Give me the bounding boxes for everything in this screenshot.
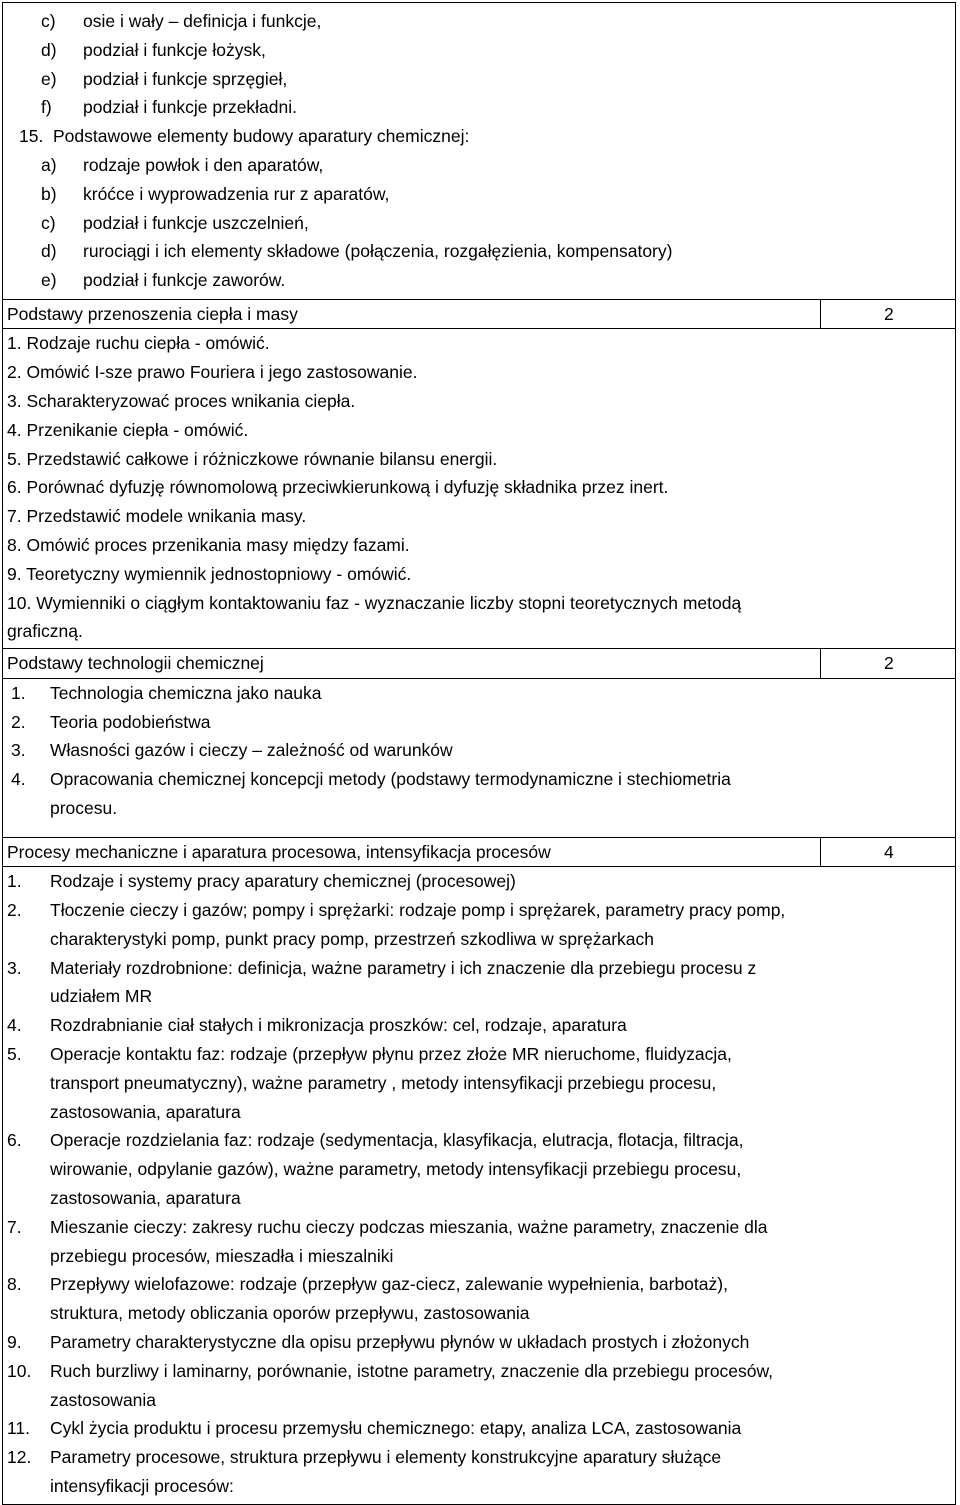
section-header-chem-tech	[2, 648, 956, 678]
list-item: 10. Wymienniki o ciągłym kontaktowaniu faz - wyznaczanie liczby stopni teoretycznych metodą	[7, 592, 742, 613]
list-item-continuation: graficzną.	[7, 621, 83, 642]
section-title: Procesy mechaniczne i aparatura procesowa, intensyfikacja procesów	[7, 841, 551, 862]
list-item: 6. Operacje rozdzielania faz: rodzaje (sedymentacja, klasyfikacja, elutracja, flotacja, filtracja, wirowanie, odpylanie gazów), ważne parametry, metody intensyfikacji przebiegu procesu, zastosowania, aparatura	[7, 1130, 744, 1208]
list-item: 4. Opracowania chemicznej koncepcji metody (podstawy termodynamiczne i stechiometria procesu.	[11, 769, 731, 818]
list-item: 2. Tłoczenie cieczy i gazów; pompy i sprężarki: rodzaje pomp i sprężarek, parametry pracy pomp, charakterystyki pomp, punkt pracy pomp, przestrzeń szkodliwa w sprężarkach	[7, 900, 786, 949]
list-item: 6. Porównać dyfuzję równomolową przeciwkierunkową i dyfuzję składnika przez inert.	[7, 477, 669, 498]
list-item: 3. Scharakteryzować proces wnikania ciepła.	[7, 391, 356, 412]
list-item: 7. Mieszanie cieczy: zakresy ruchu cieczy podczas mieszania, ważne parametry, znaczenie dla przebiegu procesów, mieszadła i mieszalniki	[7, 1216, 768, 1266]
section-title: Podstawy przenoszenia ciepła i masy	[7, 303, 298, 324]
section-title: Podstawy technologii chemicznej	[7, 653, 264, 674]
list-item: 2. Teoria podobieństwa	[11, 711, 211, 732]
list-item: 2. Omówić I-sze prawo Fouriera i jego zastosowanie.	[7, 362, 418, 383]
section-chem-tech-questions	[2, 678, 956, 837]
list-item: 5. Operacje kontaktu faz: rodzaje (przepływ płynu przez złoże MR nieruchome, fluidyzacja, transport pneumatyczny), ważne parametry , metody intensyfikacji przebiegu procesu, zastosowania, aparatura	[7, 1044, 732, 1122]
list-item: 12. Parametry procesowe, struktura przepływu i elementy konstrukcyjne aparatury służące intensyfikacji procesów:	[7, 1447, 722, 1496]
list-item: d) rurociągi i ich elementy składowe (połączenia, rozgałęzienia, kompensatory)	[41, 241, 673, 262]
list-item: a) rodzaje powłok i den aparatów,	[41, 154, 324, 175]
list-item: b) króćce i wyprowadzenia rur z aparatów,	[41, 183, 390, 204]
list-item: 8. Przepływy wielofazowe: rodzaje (przepływ gaz-ciecz, zalewanie wypełnienia, barbotaż), struktura, metody obliczania oporów przepływu, zastosowania	[7, 1274, 728, 1324]
section-hours: 2	[820, 649, 955, 678]
list-item: 9. Parametry charakterystyczne dla opisu przepływu płynów w układach prostych i złożonych	[7, 1331, 750, 1352]
list-item: 1. Rodzaje ruchu ciepła - omówić.	[7, 333, 270, 354]
list-item: 1. Rodzaje i systemy pracy aparatury chemicznej (procesowej)	[7, 871, 516, 892]
list-item: 11. Cykl życia produktu i procesu przemysłu chemicznego: etapy, analiza LCA, zastosowania	[7, 1418, 742, 1439]
list-item: 3. Materiały rozdrobnione: definicja, ważne parametry i ich znaczenie dla przebiegu procesu z udziałem MR	[7, 957, 757, 1007]
section-header-heat-mass	[2, 299, 956, 329]
list-item: 9. Teoretyczny wymiennik jednostopniowy - omówić.	[7, 563, 412, 584]
list-item: 10. Ruch burzliwy i laminarny, porównanie, istotne parametry, znaczenie dla przebiegu procesów, zastosowania	[7, 1360, 774, 1410]
question-15: 15. Podstawowe elementy budowy aparatury chemicznej:	[19, 126, 470, 147]
section-mechanical-elements	[2, 2, 956, 299]
list-item: 8. Omówić proces przenikania masy między fazami.	[7, 535, 410, 556]
list-item: 4. Rozdrabnianie ciał stałych i mikronizacja proszków: cel, rodzaje, aparatura	[7, 1015, 627, 1036]
list-item: d) podział i funkcje łożysk,	[41, 39, 266, 60]
section-heat-mass-questions	[2, 328, 956, 648]
section-hours: 2	[820, 300, 955, 329]
list-item: e) podział i funkcje sprzęgieł,	[41, 68, 288, 89]
list-item: 4. Przenikanie ciepła - omówić.	[7, 419, 249, 440]
list-item: 1. Technologia chemiczna jako nauka	[11, 682, 322, 703]
list-item: f) podział i funkcje przekładni.	[41, 97, 298, 118]
section-header-mech-processes	[2, 837, 956, 867]
section-hours: 4	[820, 838, 955, 867]
list-item: 7. Przedstawić modele wnikania masy.	[7, 506, 307, 527]
list-item: c) osie i wały – definicja i funkcje,	[41, 11, 322, 31]
list-item: e) podział i funkcje zaworów.	[41, 270, 286, 291]
list-item: 5. Przedstawić całkowe i różniczkowe równanie bilansu energii.	[7, 448, 498, 469]
list-item: 3. Własności gazów i cieczy – zależność od warunków	[11, 740, 453, 761]
section-mech-processes-questions	[2, 866, 956, 1505]
list-item: c) podział i funkcje uszczelnień,	[41, 212, 309, 233]
document-page	[2, 2, 956, 1505]
